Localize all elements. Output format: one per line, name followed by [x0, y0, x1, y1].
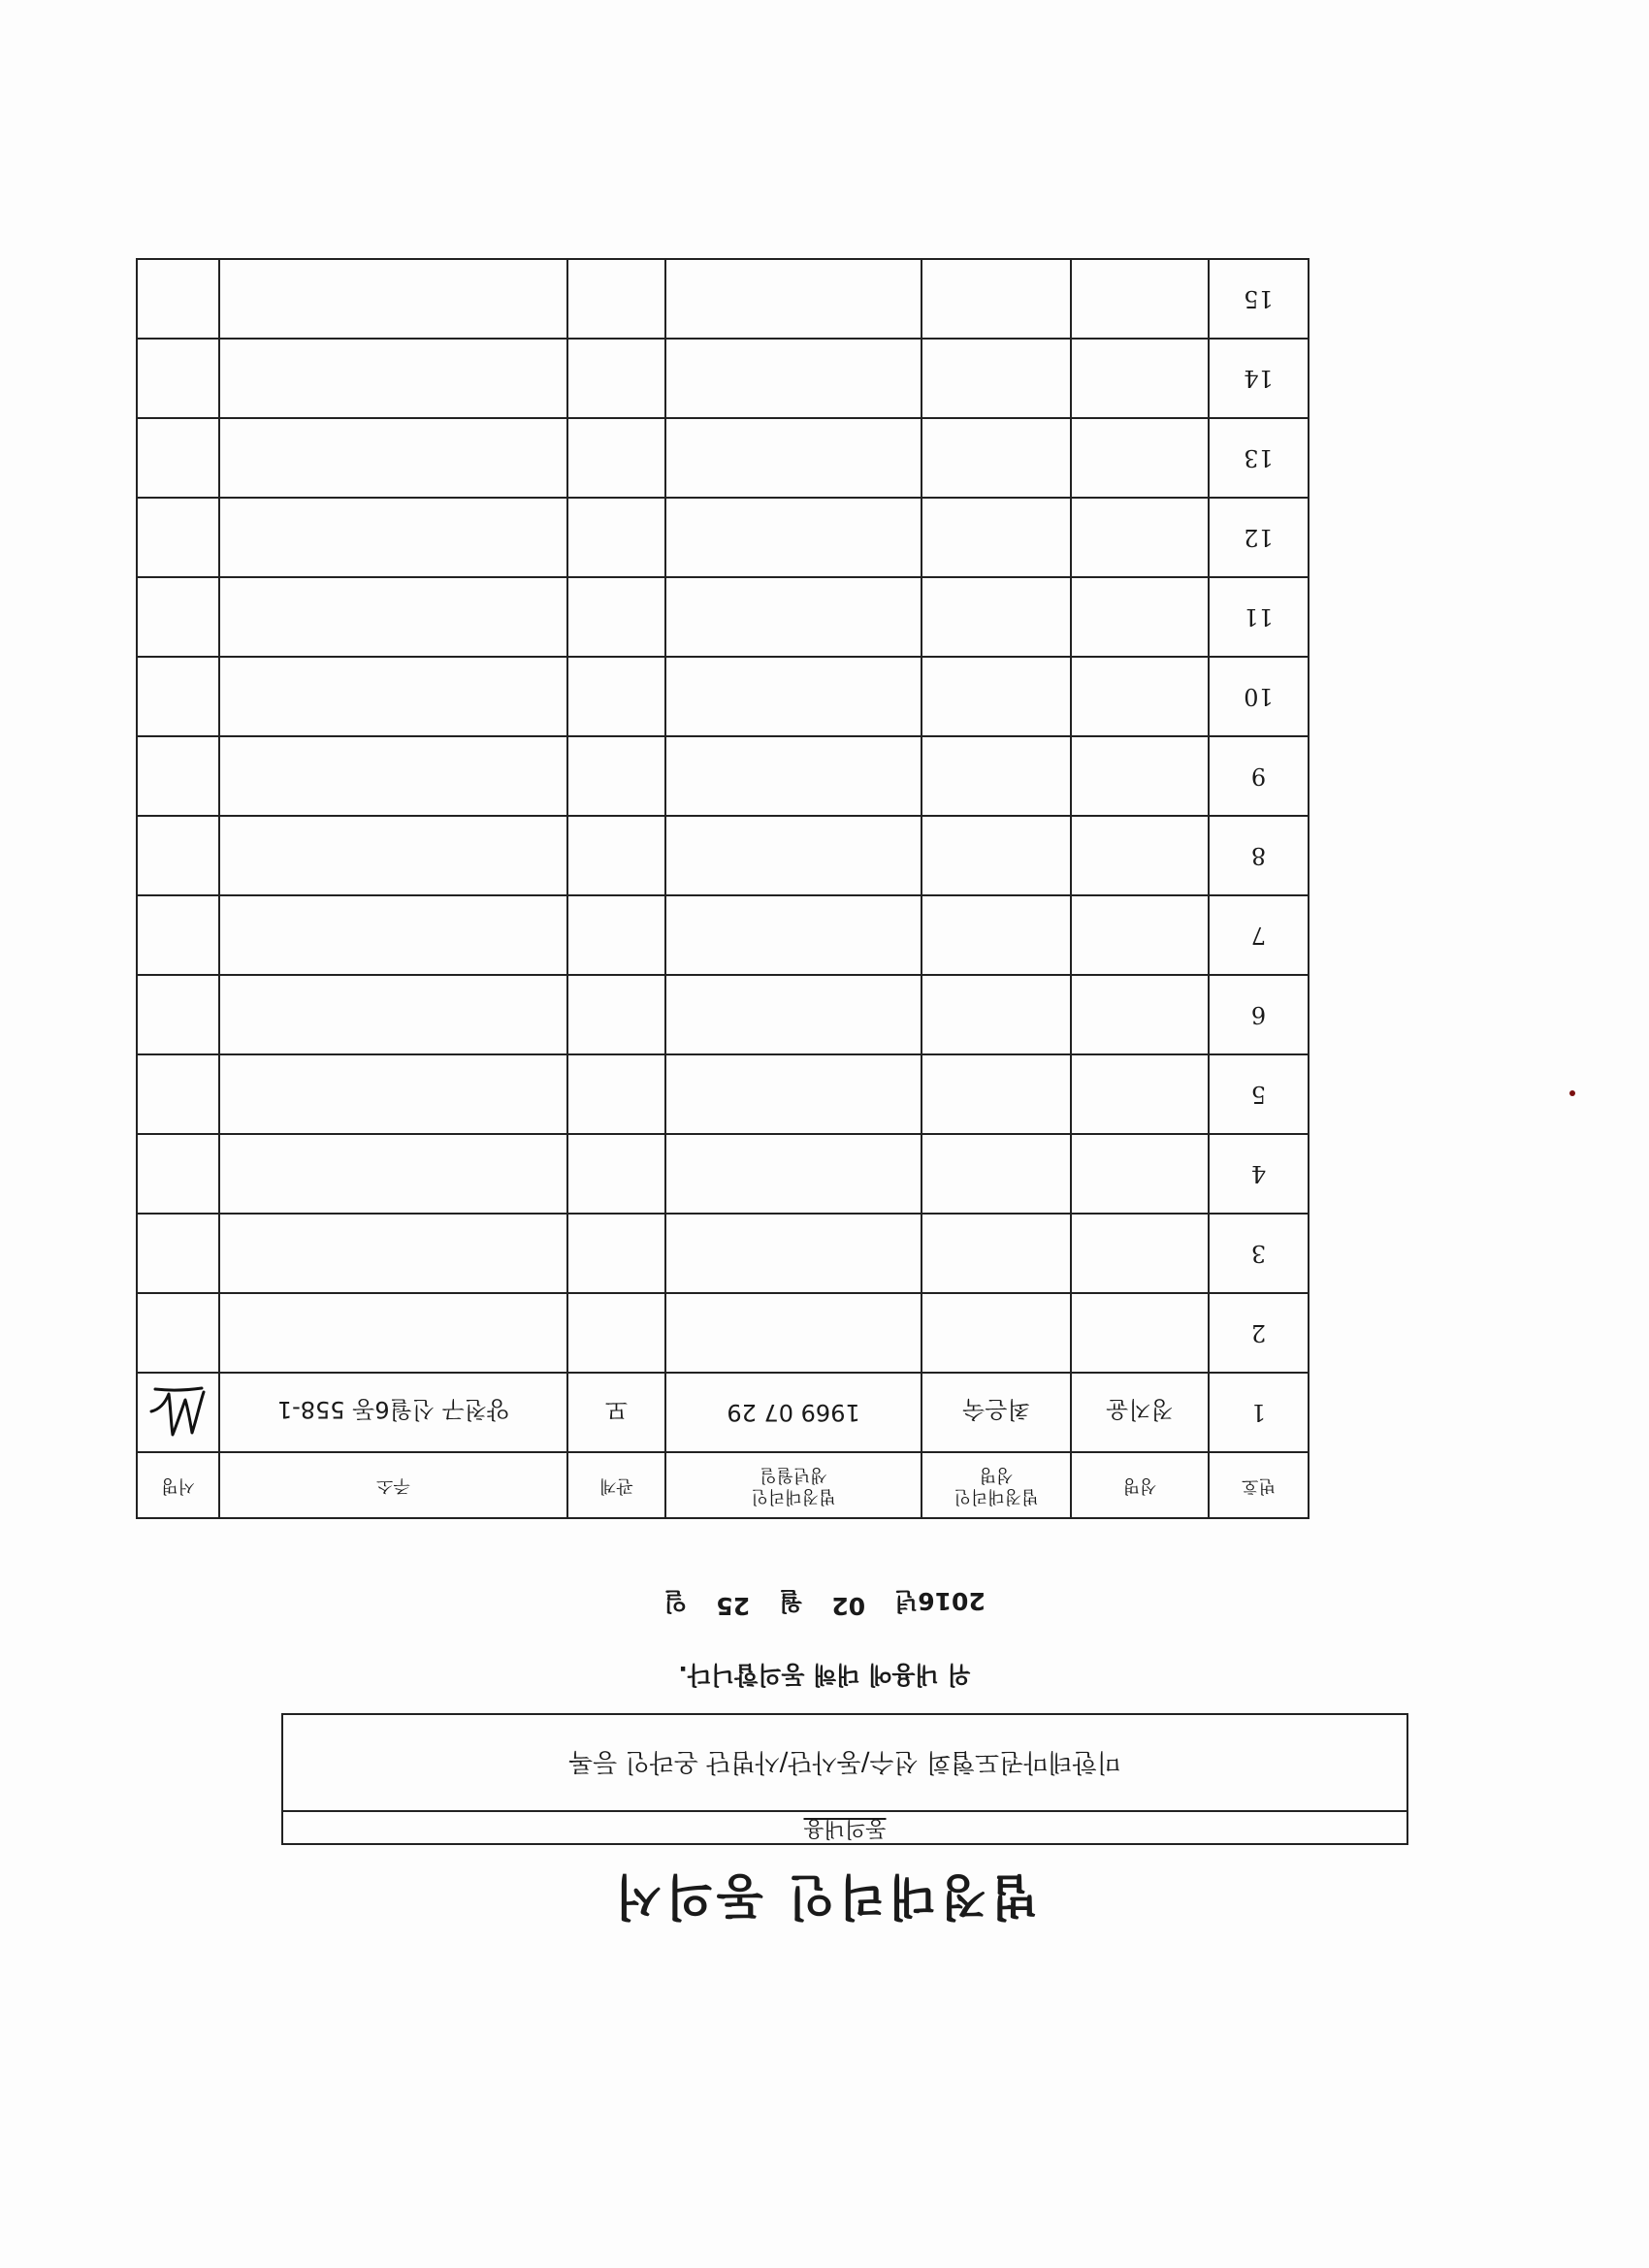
cell-guardian-birth	[665, 816, 922, 895]
cell-address	[219, 736, 567, 816]
table-row	[137, 975, 1309, 1054]
table-row	[137, 577, 1309, 657]
cell-relation	[567, 339, 665, 418]
table-row	[137, 259, 1309, 339]
cell-guardian-birth	[665, 1214, 922, 1293]
consent-text: 미한테마권도협회 선수/동사단/사범단 온라인 등록	[568, 1747, 1121, 1776]
table-row	[137, 1373, 1309, 1452]
cell-number: 13	[1209, 418, 1309, 498]
cell-address	[219, 1134, 567, 1214]
table-row	[137, 736, 1309, 816]
cell-address	[219, 339, 567, 418]
cell-name	[1071, 1214, 1209, 1293]
cell-address	[219, 975, 567, 1054]
cell-signature	[137, 418, 219, 498]
cell-signature	[137, 975, 219, 1054]
cell-address	[219, 1054, 567, 1134]
cell-relation	[567, 498, 665, 577]
consent-heading: 동의내용	[283, 1810, 1406, 1843]
agreement-statement: 위 내용에 대해 동의합니다.	[678, 1661, 971, 1689]
cell-relation	[567, 259, 665, 339]
handwritten-signature-icon	[145, 1382, 212, 1442]
cell-guardian-name	[922, 577, 1071, 657]
cell-guardian-name	[922, 1214, 1071, 1293]
cell-number: 5	[1209, 1054, 1309, 1134]
cell-relation	[567, 816, 665, 895]
table-row	[137, 657, 1309, 736]
cell-signature	[137, 1134, 219, 1214]
header-relation: 관계	[567, 1452, 665, 1518]
cell-name	[1071, 498, 1209, 577]
cell-guardian-name	[922, 657, 1071, 736]
cell-signature	[137, 259, 219, 339]
cell-number: 14	[1209, 339, 1309, 418]
cell-number: 2	[1209, 1293, 1309, 1373]
cell-address	[219, 418, 567, 498]
cell-number: 11	[1209, 577, 1309, 657]
cell-guardian-birth	[665, 1054, 922, 1134]
cell-signature	[137, 736, 219, 816]
cell-number: 6	[1209, 975, 1309, 1054]
cell-signature	[137, 1293, 219, 1373]
header-guardian-birth: 법정대리인 생년월일	[665, 1452, 922, 1518]
table-row	[137, 895, 1309, 975]
cell-guardian-birth	[665, 577, 922, 657]
document-title: 법정대리인 동의서	[611, 1868, 1038, 1925]
table-row	[137, 339, 1309, 418]
cell-relation	[567, 418, 665, 498]
cell-address	[219, 498, 567, 577]
header-signature: 서명	[137, 1452, 219, 1518]
cell-relation	[567, 577, 665, 657]
cell-relation: 모	[567, 1373, 665, 1452]
cell-address	[219, 259, 567, 339]
cell-guardian-birth	[665, 418, 922, 498]
cell-signature	[137, 498, 219, 577]
cell-guardian-birth	[665, 895, 922, 975]
cell-name	[1071, 339, 1209, 418]
cell-number: 9	[1209, 736, 1309, 816]
cell-guardian-name	[922, 1293, 1071, 1373]
header-name: 성명	[1071, 1452, 1209, 1518]
cell-number: 15	[1209, 259, 1309, 339]
cell-name	[1071, 1134, 1209, 1214]
cell-number: 3	[1209, 1214, 1309, 1293]
cell-guardian-name	[922, 339, 1071, 418]
cell-relation	[567, 1054, 665, 1134]
cell-address	[219, 816, 567, 895]
cell-address	[219, 657, 567, 736]
table-row	[137, 498, 1309, 577]
table-row	[137, 1134, 1309, 1214]
table-row	[137, 1214, 1309, 1293]
table-row	[137, 1293, 1309, 1373]
cell-guardian-name	[922, 1134, 1071, 1214]
cell-guardian-name	[922, 895, 1071, 975]
cell-name	[1071, 418, 1209, 498]
cell-guardian-birth	[665, 498, 922, 577]
cell-signature	[137, 339, 219, 418]
cell-address: 양천구 신월6동 558-1	[219, 1373, 567, 1452]
cell-name	[1071, 1054, 1209, 1134]
cell-guardian-name	[922, 816, 1071, 895]
cell-guardian-name	[922, 418, 1071, 498]
cell-guardian-birth	[665, 1134, 922, 1214]
table-header-row	[137, 1452, 1309, 1518]
cell-address	[219, 577, 567, 657]
cell-signature	[137, 577, 219, 657]
cell-relation	[567, 1214, 665, 1293]
cell-number: 12	[1209, 498, 1309, 577]
cell-guardian-birth	[665, 736, 922, 816]
cell-address	[219, 1293, 567, 1373]
cell-relation	[567, 975, 665, 1054]
cell-guardian-name	[922, 498, 1071, 577]
cell-relation	[567, 895, 665, 975]
cell-name	[1071, 1293, 1209, 1373]
date-month: 02	[831, 1592, 866, 1620]
cell-guardian-birth	[665, 339, 922, 418]
cell-signature	[137, 816, 219, 895]
cell-guardian-name: 최은숙	[922, 1373, 1071, 1452]
date-day-unit: 일	[663, 1587, 688, 1615]
cell-number: 4	[1209, 1134, 1309, 1214]
table-row	[137, 418, 1309, 498]
cell-guardian-birth: 1969 07 29	[665, 1373, 922, 1452]
date-month-unit: 월	[779, 1587, 803, 1615]
cell-number: 7	[1209, 895, 1309, 975]
cell-guardian-name	[922, 1054, 1071, 1134]
date-year: 2016년	[894, 1587, 986, 1615]
table-row	[137, 816, 1309, 895]
cell-guardian-birth	[665, 259, 922, 339]
cell-name	[1071, 816, 1209, 895]
cell-guardian-birth	[665, 975, 922, 1054]
header-address: 주소	[219, 1452, 567, 1518]
cell-signature	[137, 1054, 219, 1134]
cell-signature	[137, 1373, 219, 1452]
cell-guardian-name	[922, 259, 1071, 339]
cell-name	[1071, 975, 1209, 1054]
cell-address	[219, 1214, 567, 1293]
date-day: 25	[716, 1592, 751, 1620]
cell-relation	[567, 1293, 665, 1373]
cell-guardian-birth	[665, 1293, 922, 1373]
cell-name	[1071, 657, 1209, 736]
cell-relation	[567, 1134, 665, 1214]
cell-name	[1071, 736, 1209, 816]
table-row	[137, 1054, 1309, 1134]
cell-guardian-birth	[665, 657, 922, 736]
cell-signature	[137, 657, 219, 736]
cell-name: 정지윤	[1071, 1373, 1209, 1452]
header-number: 번호	[1209, 1452, 1309, 1518]
cell-number: 8	[1209, 816, 1309, 895]
cell-address	[219, 895, 567, 975]
cell-signature	[137, 1214, 219, 1293]
cell-relation	[567, 736, 665, 816]
consent-box	[281, 1713, 1408, 1845]
cell-guardian-name	[922, 736, 1071, 816]
header-guardian-name: 법정대리인 성명	[922, 1452, 1071, 1518]
date-line	[601, 1585, 1048, 1620]
cell-signature	[137, 895, 219, 975]
cell-relation	[567, 657, 665, 736]
cell-number: 1	[1209, 1373, 1309, 1452]
guardian-table	[136, 258, 1310, 1519]
cell-name	[1071, 259, 1209, 339]
cell-number: 10	[1209, 657, 1309, 736]
cell-guardian-name	[922, 975, 1071, 1054]
cell-name	[1071, 895, 1209, 975]
cell-name	[1071, 577, 1209, 657]
